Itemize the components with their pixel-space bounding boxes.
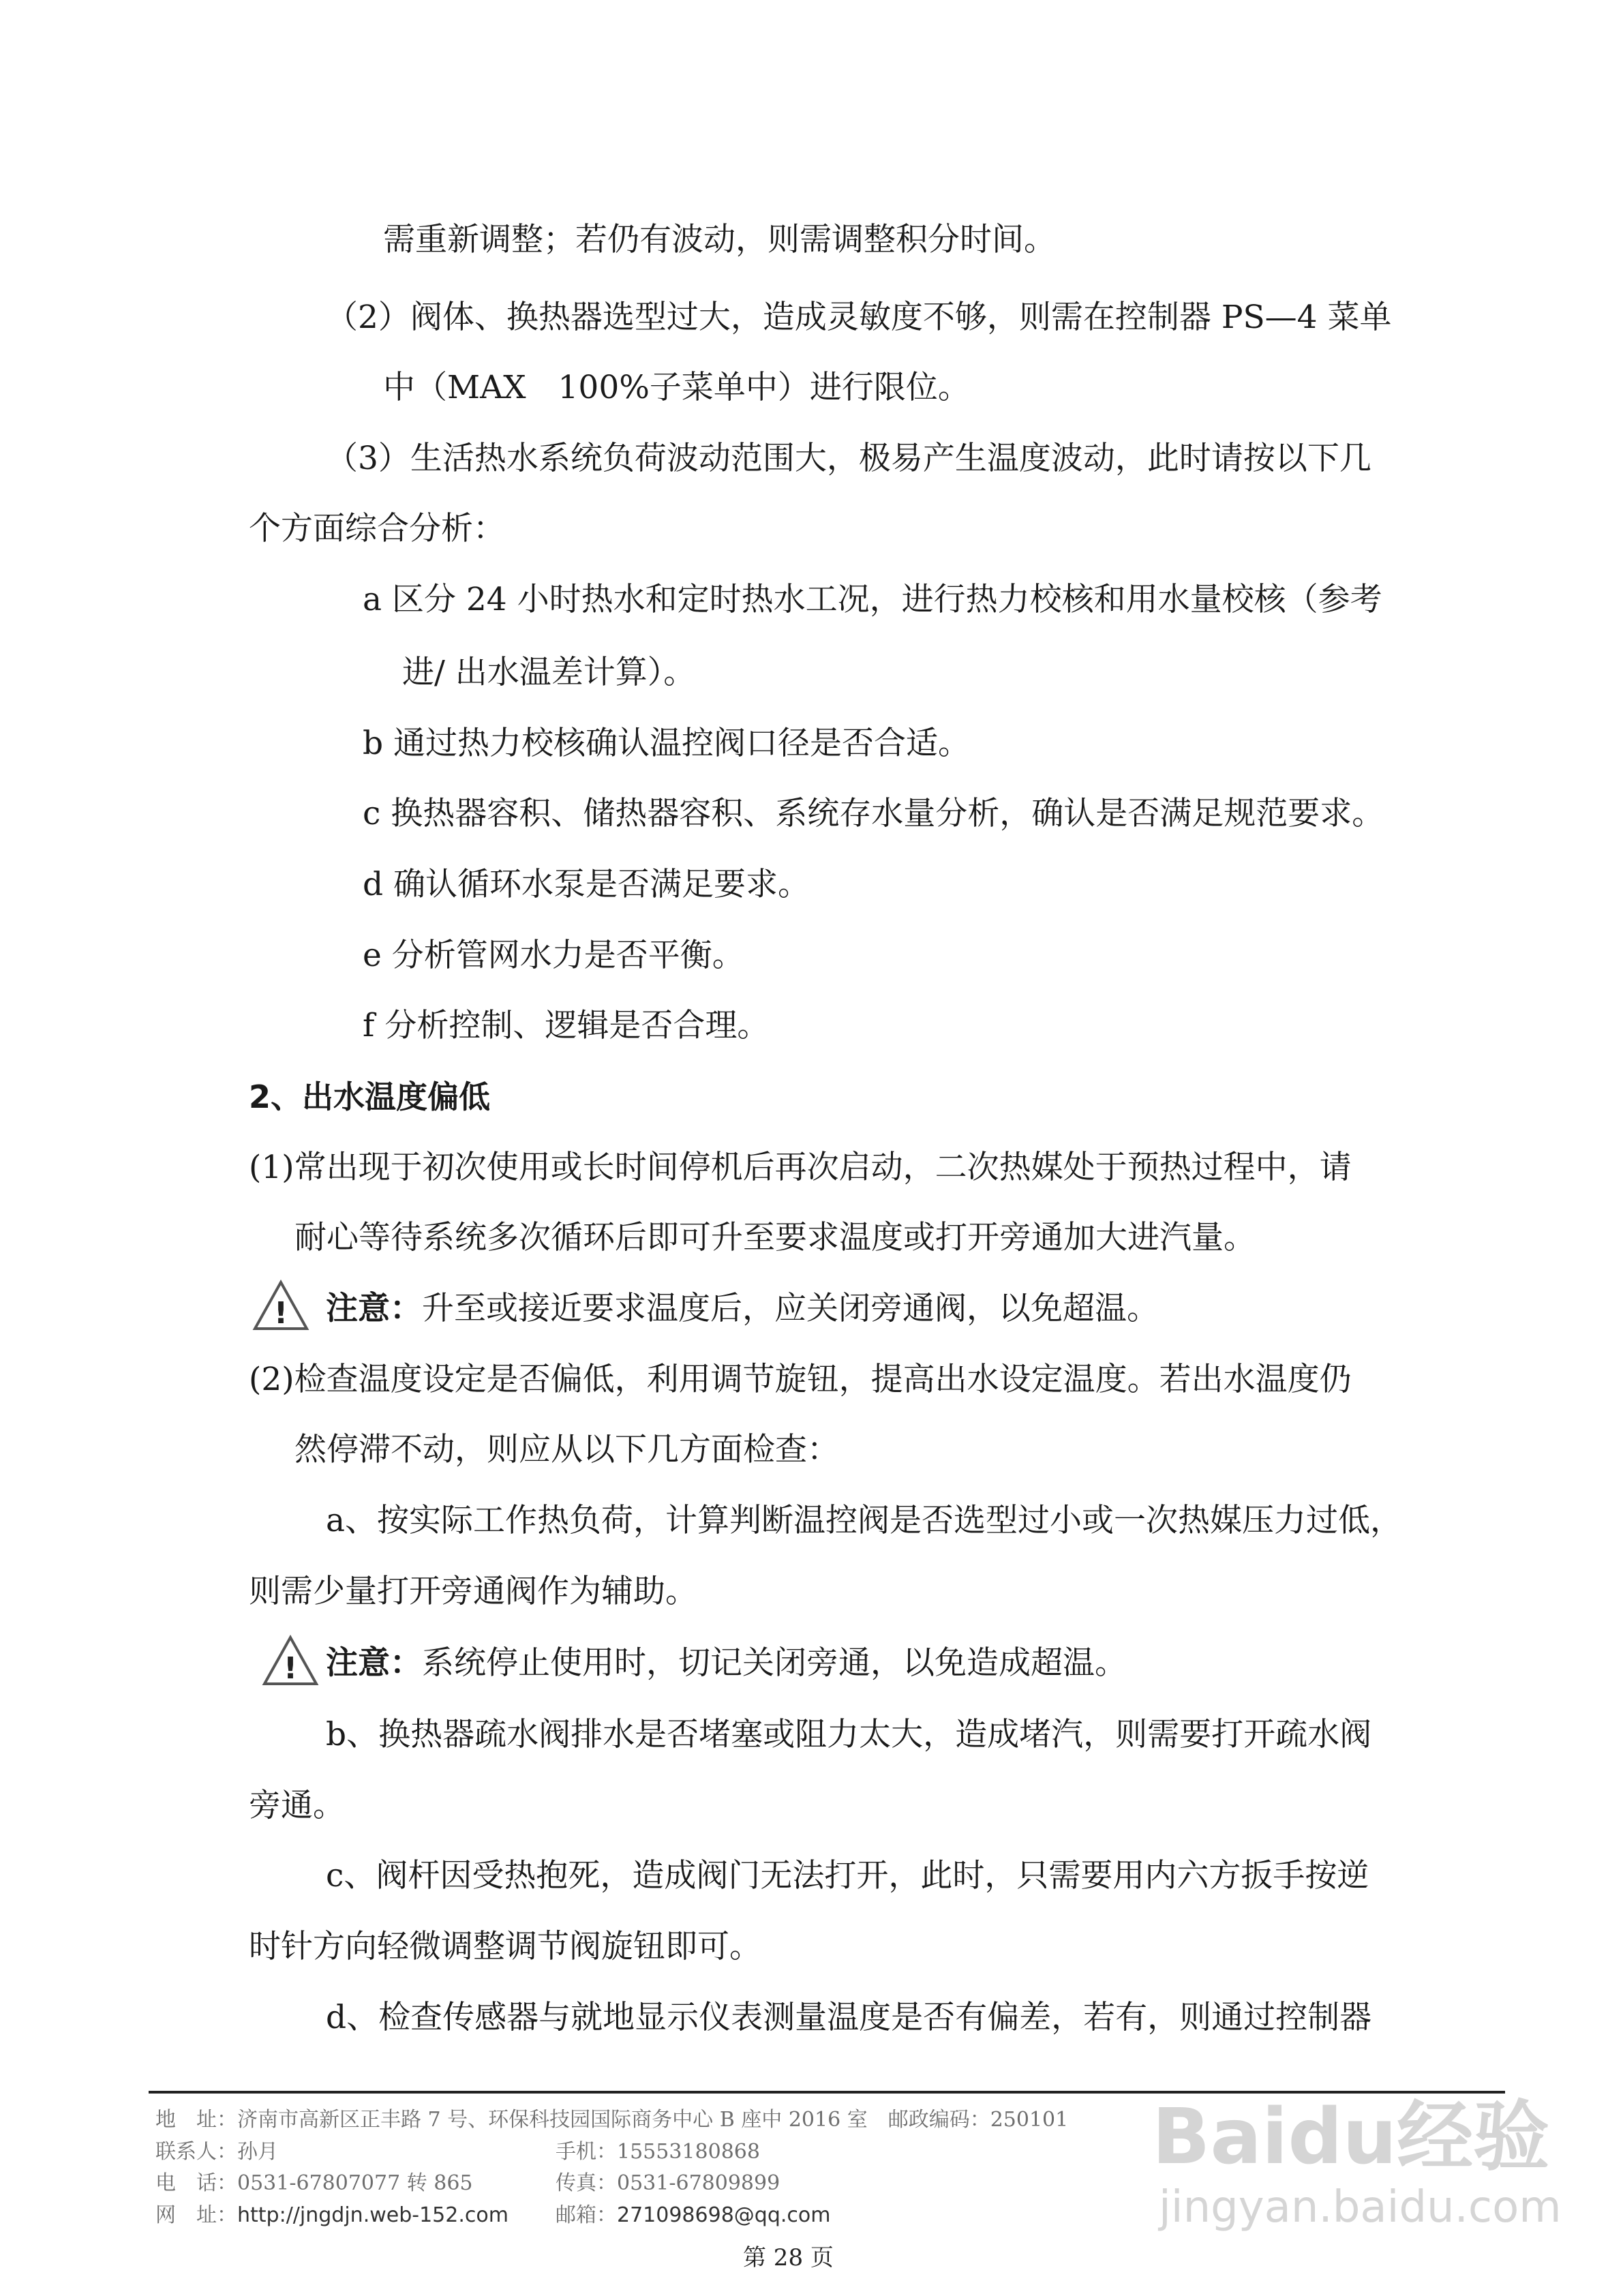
body-line-23: d、检查传感器与就地显示仪表测量温度是否有偏差，若有，则通过控制器 (326, 1999, 1372, 2036)
note-1-label: 注意： (326, 1290, 422, 1327)
footer-fax: 传真：0531-67809899 (556, 2171, 780, 2195)
watermark-url: jingyan.baidu.com (1159, 2182, 1562, 2233)
footer-email-label: 邮箱： (556, 2203, 617, 2227)
note-2-text: 系统停止使用时，切记关闭旁通，以免造成超温。 (422, 1644, 1127, 1682)
section-heading: 2、出水温度偏低 (249, 1078, 491, 1115)
body-line-19: b、换热器疏水阀排水是否堵塞或阻力太大，造成堵汽，则需要打开疏水阀 (326, 1716, 1372, 1753)
footer-mobile: 手机：15553180868 (556, 2140, 760, 2164)
svg-text:!: ! (273, 1296, 288, 1331)
body-line-1: 需重新调整；若仍有波动，则需调整积分时间。 (383, 221, 1056, 258)
note-2 (326, 1643, 1127, 1684)
footer-contact: 联系人：孙月 (155, 2140, 278, 2164)
body-line-6: a 区分 24 小时热水和定时热水工况，进行热力校核和用水量校核（参考 (363, 581, 1382, 618)
body-line-8: b 通过热力校核确认温控阀口径是否合适。 (363, 725, 971, 762)
body-line-7: 进/ 出水温差计算）。 (402, 654, 696, 691)
warning-triangle-icon (262, 1635, 319, 1687)
body-line-17: a、按实际工作热负荷，计算判断温控阀是否选型过小或一次热媒压力过低， (326, 1502, 1403, 1539)
body-line-3: 中（MAX 100%子菜单中）进行限位。 (383, 369, 970, 406)
note-1-text: 升至或接近要求温度后，应关闭旁通阀，以免超温。 (422, 1290, 1159, 1327)
body-line-5: 个方面综合分析： (249, 510, 505, 547)
footer-phone: 电 话：0531-67807077 转 865 (155, 2171, 473, 2195)
svg-text:!: ! (283, 1651, 298, 1686)
watermark-logo: Baidu经验 (1152, 2093, 1550, 2181)
body-line-14: 耐心等待系统多次循环后即可升至要求温度或打开旁通加大进汽量。 (294, 1219, 1256, 1256)
footer-web (155, 2203, 509, 2228)
warning-triangle-icon (252, 1280, 309, 1331)
footer-address: 地 址：济南市高新区正丰路 7 号、环保科技园国际商务中心 B 座中 2016 室 邮政编码：250101 (155, 2108, 1069, 2132)
footer-web-link[interactable]: http://jngdjn.web-152.com (237, 2203, 509, 2227)
body-line-20: 旁通。 (249, 1787, 345, 1824)
body-line-9: c 换热器容积、储热器容积、系统存水量分析，确认是否满足规范要求。 (363, 795, 1384, 832)
note-1 (326, 1288, 1159, 1329)
body-line-4: （3）生活热水系统负荷波动范围大，极易产生温度波动，此时请按以下几 (326, 440, 1371, 477)
body-line-18: 则需少量打开旁通阀作为辅助。 (249, 1573, 697, 1610)
body-line-16: 然停滞不动，则应从以下几方面检查： (294, 1431, 839, 1468)
body-line-2: （2）阀体、换热器选型过大，造成灵敏度不够，则需在控制器 PS—4 菜单 (326, 299, 1392, 336)
body-line-21: c、阀杆因受热抱死，造成阀门无法打开，此时，只需要用内六方扳手按逆 (326, 1857, 1369, 1894)
footer-email-link[interactable]: 271098698@qq.com (617, 2203, 831, 2227)
page-number: 第 28 页 (743, 2244, 834, 2271)
body-line-10: d 确认循环水泵是否满足要求。 (363, 866, 810, 903)
note-2-label: 注意： (326, 1644, 422, 1682)
body-line-15: (2)检查温度设定是否偏低，利用调节旋钮，提高出水设定温度。若出水温度仍 (249, 1361, 1352, 1398)
body-line-13: (1)常出现于初次使用或长时间停机后再次启动，二次热媒处于预热过程中，请 (249, 1149, 1352, 1186)
footer-email (556, 2203, 830, 2228)
body-line-22: 时针方向轻微调整调节阀旋钮即可。 (249, 1928, 761, 1965)
footer-web-label: 网 址： (155, 2203, 237, 2227)
body-line-12: f 分析控制、逻辑是否合理。 (363, 1007, 770, 1044)
body-line-11: e 分析管网水力是否平衡。 (363, 937, 744, 974)
